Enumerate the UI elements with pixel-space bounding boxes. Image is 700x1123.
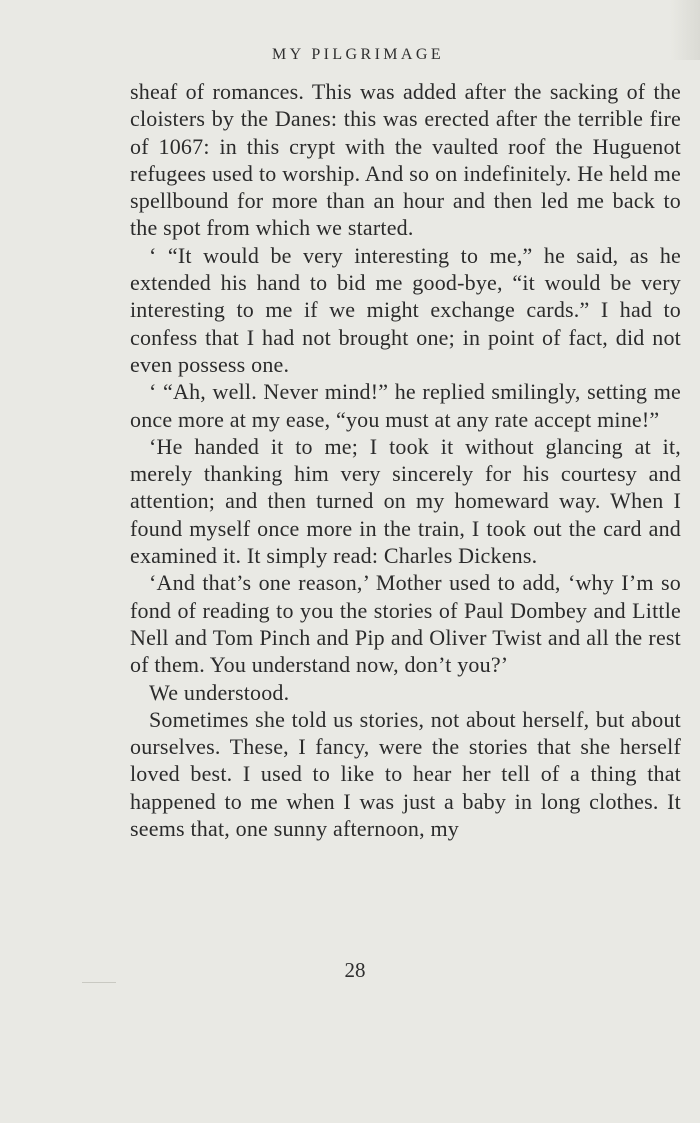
page-number: 28	[344, 958, 366, 982]
paragraph: sheaf of romances. This was added after the sacking of the cloisters by the Danes: this was erected after the terrible fire of 1067: in this crypt with the vaulted roof the Huguenot refugees used to worship. And so on indefinitely. He held me spellbound for more than an hour and then led me back to the spot from which we started.	[130, 79, 681, 241]
body-text	[130, 78, 681, 842]
paragraph: ‘And that’s one reason,’ Mother used to add, ‘why I’m so fond of reading to you the stories of Paul Dombey and Little Nell and Tom Pinch and Pip and Oliver Twist and all the rest of them. You understand now, don’t you?’	[130, 570, 681, 678]
paragraph: ‘ “It would be very interesting to me,” he said, as he extended his hand to bid me good-bye, “it would be very interesting to me if we might exchange cards.” I had to confess that I had not brought one; in point of fact, did not even possess one.	[130, 242, 681, 377]
running-head: MY PILGRIMAGE	[271, 46, 445, 63]
margin-mark	[82, 982, 116, 983]
paragraph: Sometimes she told us stories, not about herself, but about ourselves. These, I fancy, were the stories that she herself loved best. I used to like to hear her tell of a thing that happened to me when I was just a baby in long clothes. It seems that, one sunny afternoon, my	[130, 706, 681, 842]
paragraph: We understood.	[149, 679, 290, 705]
paragraph: ‘ “Ah, well. Never mind!” he replied smilingly, setting me once more at my ease, “you must at any rate accept mine!”	[130, 379, 681, 432]
paragraph: ‘He handed it to me; I took it without glancing at it, merely thanking him very sincerely for his courtesy and attention; and then turned on my homeward way. When I found myself once more in the train, I took out the card and examined it. It simply read: Charles Dickens.	[130, 433, 681, 569]
